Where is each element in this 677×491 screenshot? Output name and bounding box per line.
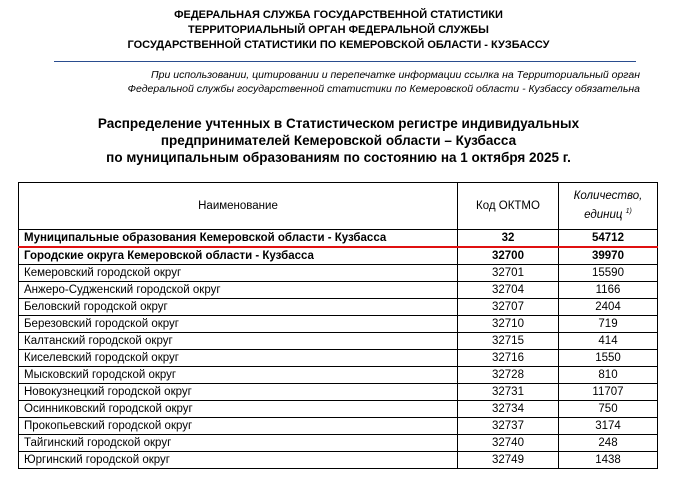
title-line-2: предпринимателей Кемеровской области – Кузбасса xyxy=(160,133,517,148)
table-header-row xyxy=(19,183,658,230)
table-row xyxy=(19,401,658,418)
org-line-1: ФЕДЕРАЛЬНАЯ СЛУЖБА ГОСУДАРСТВЕННОЙ СТАТИСТИКИ xyxy=(174,9,503,21)
row-qty: 414 xyxy=(559,333,658,350)
row-name: Прокопьевский городской округ xyxy=(19,418,458,435)
table-row xyxy=(19,316,658,333)
row-qty: 1550 xyxy=(559,350,658,367)
row-code: 32 xyxy=(458,230,559,248)
row-name: Кемеровский городской округ xyxy=(19,265,458,282)
table-row xyxy=(19,350,658,367)
row-code: 32700 xyxy=(458,247,559,265)
row-name: Юргинский городской округ xyxy=(19,452,458,469)
row-qty: 3174 xyxy=(559,418,658,435)
row-name: Анжеро-Судженский городской округ xyxy=(19,282,458,299)
row-code: 32704 xyxy=(458,282,559,299)
row-qty: 39970 xyxy=(559,247,658,265)
row-qty: 54712 xyxy=(559,230,658,248)
header-oktmo-code: Код ОКТМО xyxy=(458,183,559,230)
row-code: 32701 xyxy=(458,265,559,282)
row-qty: 2404 xyxy=(559,299,658,316)
table-row xyxy=(19,333,658,350)
table-row xyxy=(19,299,658,316)
row-qty: 810 xyxy=(559,367,658,384)
data-table xyxy=(18,182,658,469)
row-name: Городские округа Кемеровской области - Кузбасса xyxy=(19,247,458,265)
org-line-2: ТЕРРИТОРИАЛЬНЫЙ ОРГАН ФЕДЕРАЛЬНОЙ СЛУЖБЫ xyxy=(188,24,489,36)
table-row xyxy=(19,282,658,299)
org-line-3: ГОСУДАРСТВЕННОЙ СТАТИСТИКИ ПО КЕМЕРОВСКОЙ ОБЛАСТИ - КУЗБАССУ xyxy=(127,39,550,51)
row-qty: 1166 xyxy=(559,282,658,299)
table-row xyxy=(19,384,658,401)
table-row-city-districts xyxy=(19,247,658,265)
organization-header xyxy=(0,8,677,53)
row-code: 32728 xyxy=(458,367,559,384)
table-row xyxy=(19,367,658,384)
row-qty: 248 xyxy=(559,435,658,452)
header-quantity xyxy=(559,183,658,230)
citation-notice xyxy=(40,68,640,96)
header-quantity-line2 xyxy=(564,204,652,223)
table-row-total xyxy=(19,230,658,248)
header-quantity-unit: единиц xyxy=(584,208,623,221)
row-name: Новокузнецкий городской округ xyxy=(19,384,458,401)
row-qty: 11707 xyxy=(559,384,658,401)
title-line-3: по муниципальным образованиям по состоянию на 1 октября 2025 г. xyxy=(106,150,571,165)
row-qty: 750 xyxy=(559,401,658,418)
notice-line-1: При использовании, цитировании и перепечатке информации ссылка на Территориальный орган xyxy=(151,69,640,81)
header-divider xyxy=(54,61,636,62)
row-code: 32740 xyxy=(458,435,559,452)
notice-line-2: Федеральной службы государственной статистики по Кемеровской области - Кузбассу обязательна xyxy=(127,83,640,95)
row-code: 32734 xyxy=(458,401,559,418)
row-code: 32715 xyxy=(458,333,559,350)
header-quantity-line1: Количество, xyxy=(573,190,643,203)
row-code: 32737 xyxy=(458,418,559,435)
title-line-1: Распределение учтенных в Статистическом регистре индивидуальных xyxy=(97,116,580,131)
row-code: 32749 xyxy=(458,452,559,469)
row-code: 32707 xyxy=(458,299,559,316)
row-qty: 719 xyxy=(559,316,658,333)
table-row xyxy=(19,452,658,469)
row-name: Мысковский городской округ xyxy=(19,367,458,384)
row-name: Березовский городской округ xyxy=(19,316,458,333)
row-name: Тайгинский городской округ xyxy=(19,435,458,452)
row-name: Киселевский городской округ xyxy=(19,350,458,367)
row-code: 32716 xyxy=(458,350,559,367)
row-name: Муниципальные образования Кемеровской области - Кузбасса xyxy=(19,230,458,248)
document-title xyxy=(0,115,677,166)
table-row xyxy=(19,418,658,435)
footnote-marker: 1) xyxy=(625,208,632,216)
row-name: Беловский городской округ xyxy=(19,299,458,316)
table-row xyxy=(19,435,658,452)
row-name: Осинниковский городской округ xyxy=(19,401,458,418)
row-qty: 1438 xyxy=(559,452,658,469)
header-name: Наименование xyxy=(19,183,458,230)
row-qty: 15590 xyxy=(559,265,658,282)
row-code: 32710 xyxy=(458,316,559,333)
table-row xyxy=(19,265,658,282)
row-code: 32731 xyxy=(458,384,559,401)
row-name: Калтанский городской округ xyxy=(19,333,458,350)
